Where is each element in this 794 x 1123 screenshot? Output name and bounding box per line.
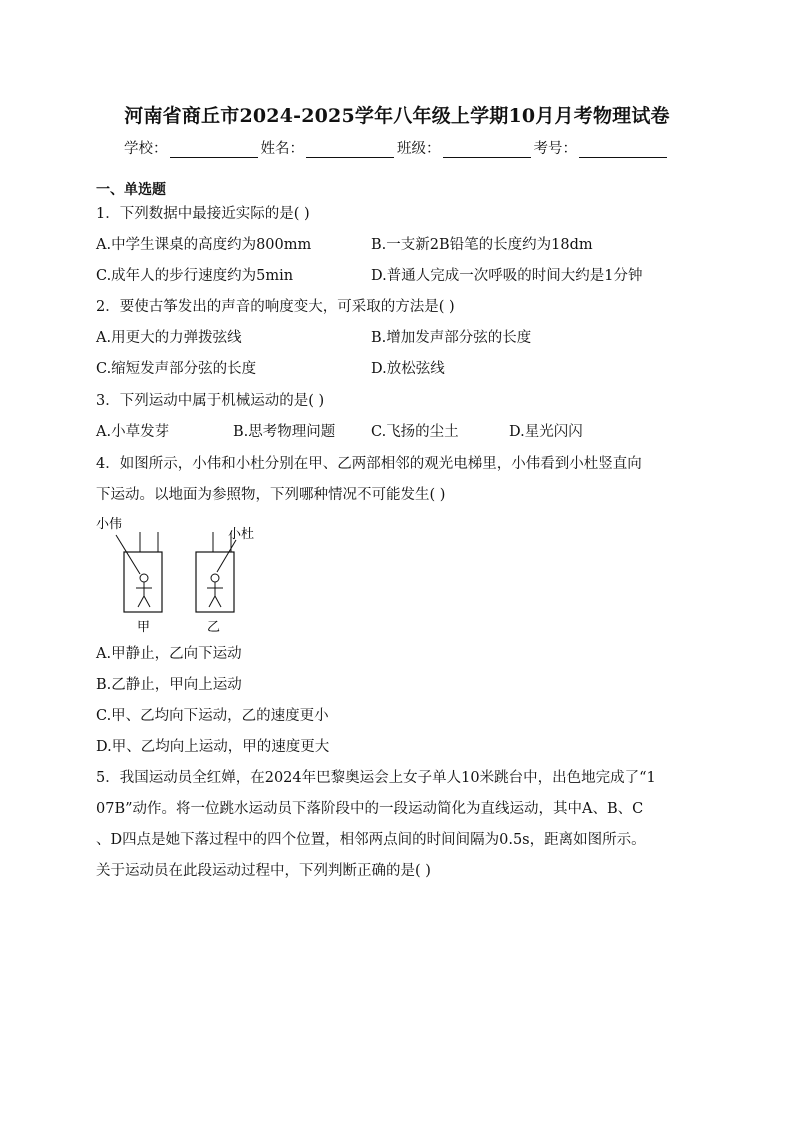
q4-option-b: B.乙静止，甲向上运动 [96, 677, 242, 693]
page-title: 河南省商丘市2024-2025学年八年级上学期10月月考物理试卷 [124, 105, 670, 127]
q2-option-a: A.用更大的力弹拨弦线 [96, 330, 242, 346]
q5-line1: 5．我国运动员全红婵，在2024年巴黎奥运会上女子单人10米跳台中，出色地完成了“1 [96, 770, 656, 786]
elevator-jia [116, 532, 162, 612]
label-xiaodu: 小杜 [228, 527, 255, 542]
school-blank[interactable] [170, 143, 258, 158]
elevator-diagram [96, 512, 276, 636]
elevator-figure [96, 512, 276, 636]
section-heading: 一、单选题 [96, 182, 166, 198]
q5-line2: 07B”动作。将一位跳水运动员下落阶段中的一段运动简化为直线运动，其中A、B、C [96, 801, 644, 817]
q3-option-c: C.飞扬的尘土 [371, 424, 459, 440]
exam-number-label: 考号： [533, 141, 577, 157]
pointer-line-xiaowei [116, 535, 140, 574]
q3-option-d: D.星光闪闪 [509, 424, 583, 440]
label-xiaowei: 小伟 [96, 517, 123, 532]
q1-option-b: B.一支新2B铅笔的长度约为18dm [371, 237, 593, 253]
q4-stem-line2: 下运动。以地面为参照物，下列哪种情况不可能发生( ) [96, 487, 446, 503]
class-label: 班级： [397, 141, 441, 157]
q2-option-d: D.放松弦线 [371, 361, 445, 377]
pointer-line-xiaodu [217, 540, 236, 572]
q1-stem: 1．下列数据中最接近实际的是( ) [96, 206, 310, 222]
q4-stem-line1: 4．如图所示，小伟和小杜分别在甲、乙两部相邻的观光电梯里，小伟看到小杜竖直向 [96, 456, 642, 472]
caption-jia: 甲 [137, 620, 151, 635]
q3-option-b: B.思考物理问题 [233, 424, 336, 440]
name-label: 姓名： [260, 141, 304, 157]
q1-option-c: C.成年人的步行速度约为5min [96, 268, 294, 284]
q2-stem: 2．要使古筝发出的声音的响度变大，可采取的方法是( ) [96, 299, 455, 315]
person-icon-xiaowei [136, 574, 152, 607]
name-blank[interactable] [306, 143, 394, 158]
person-icon-xiaodu [207, 574, 223, 607]
q4-option-a: A.甲静止，乙向下运动 [96, 646, 242, 662]
exam-number-blank[interactable] [579, 143, 667, 158]
q2-option-b: B.增加发声部分弦的长度 [371, 330, 532, 346]
class-blank[interactable] [443, 143, 531, 158]
caption-yi: 乙 [207, 620, 221, 635]
q4-option-d: D.甲、乙均向上运动，甲的速度更大 [96, 739, 330, 755]
student-info-row [124, 137, 670, 158]
q1-option-d: D.普通人完成一次呼吸的时间大约是1分钟 [371, 268, 643, 284]
elevator-yi [196, 532, 236, 612]
q2-option-c: C.缩短发声部分弦的长度 [96, 361, 257, 377]
q4-option-c: C.甲、乙均向下运动，乙的速度更小 [96, 708, 329, 724]
school-label: 学校： [124, 141, 168, 157]
q1-option-a: A.中学生课桌的高度约为800mm [96, 237, 312, 253]
q5-line4: 关于运动员在此段运动过程中，下列判断正确的是( ) [96, 863, 431, 879]
q3-stem: 3．下列运动中属于机械运动的是( ) [96, 393, 325, 409]
q5-line3: 、D四点是她下落过程中的四个位置，相邻两点间的时间间隔为0.5s，距离如图所示。 [96, 832, 646, 848]
q3-option-a: A.小草发芽 [96, 424, 170, 440]
